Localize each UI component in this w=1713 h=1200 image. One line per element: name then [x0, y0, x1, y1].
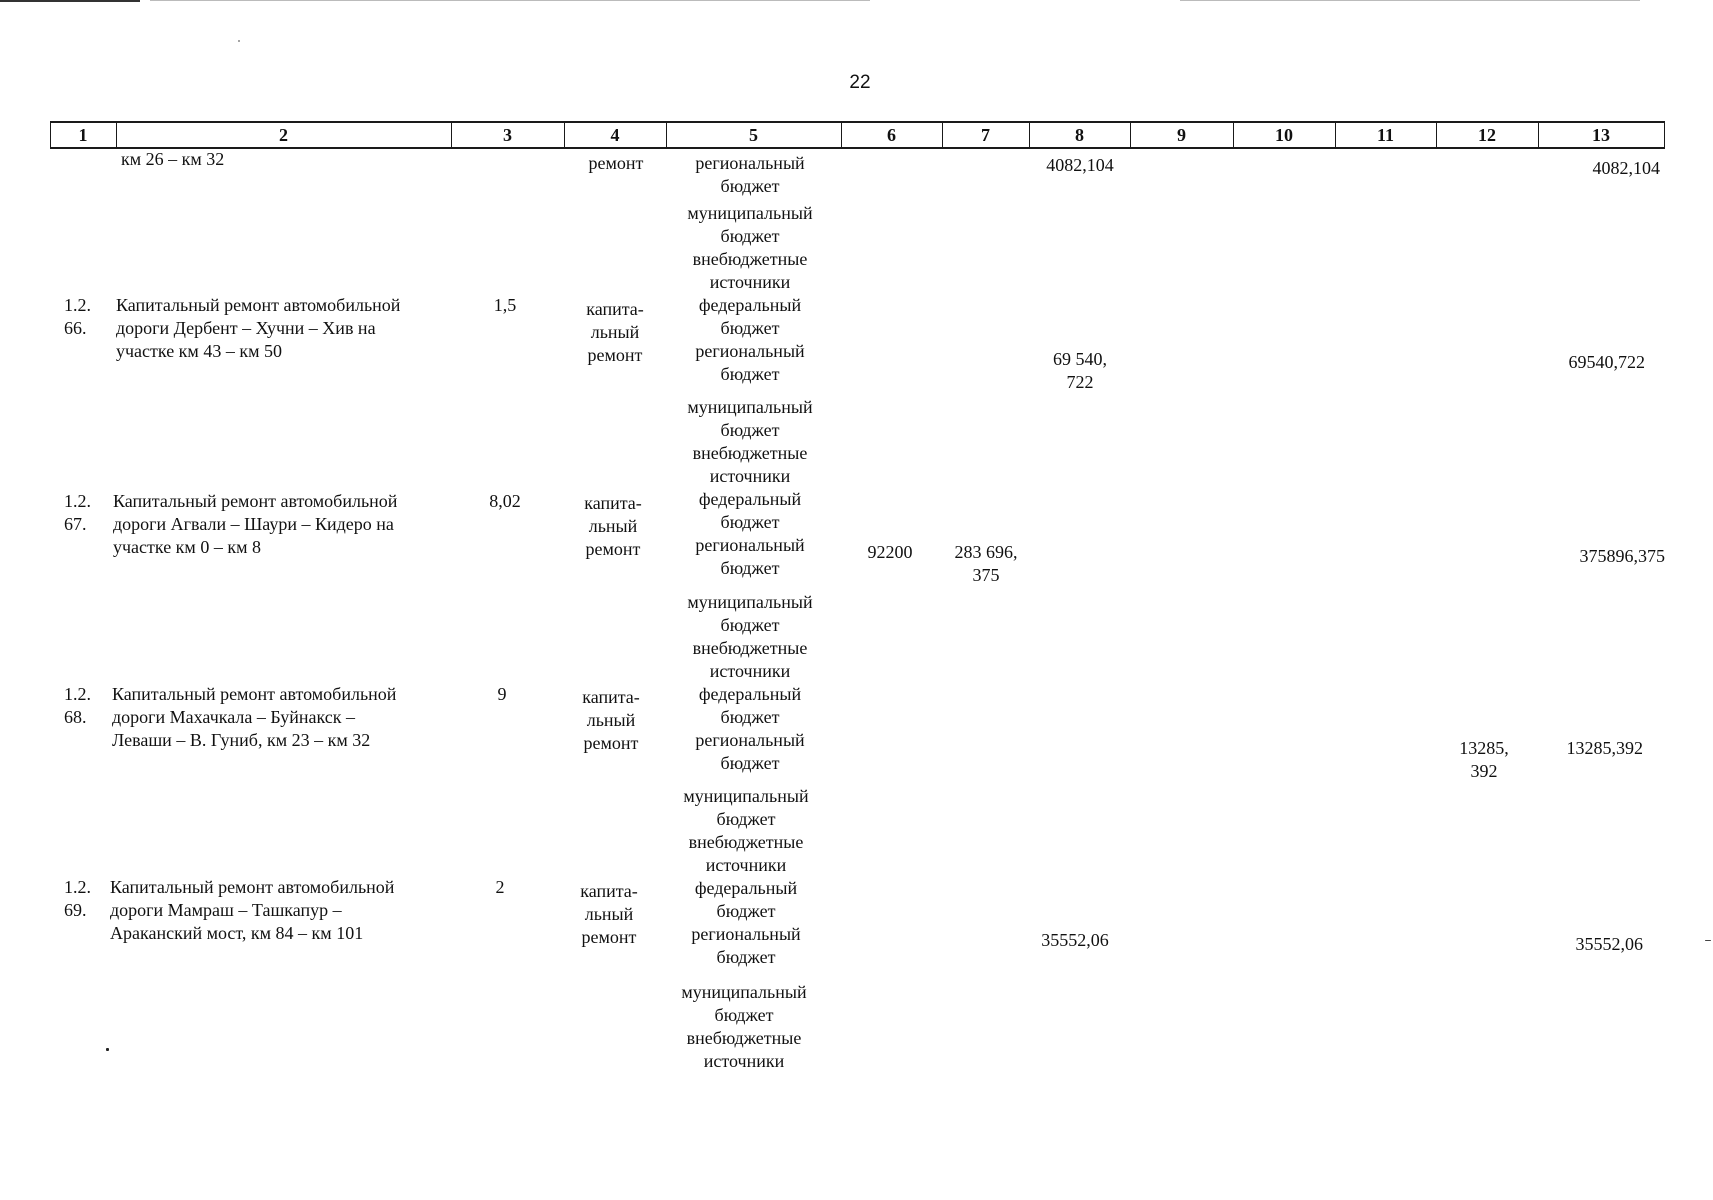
header-divider — [1664, 122, 1665, 148]
cont-col8-value: 4082,104 — [1046, 155, 1114, 175]
total-value: 375896,375 — [1579, 546, 1665, 566]
page-number: 22 — [849, 72, 871, 93]
col6-value: 92200 — [867, 542, 913, 562]
cont-source-line: бюджет — [720, 176, 780, 196]
header-col-6: 6 — [887, 125, 896, 145]
scan-edge-top-right — [1180, 0, 1640, 1]
cont-total-value: 4082,104 — [1592, 158, 1660, 178]
scan-speck — [1705, 940, 1711, 941]
header-col-3: 3 — [503, 125, 512, 145]
col7-value: 283 696, 375 — [954, 542, 1018, 585]
work-type: капита- льный ремонт — [586, 299, 644, 365]
header-col-2: 2 — [279, 125, 288, 145]
header-col-8: 8 — [1075, 125, 1084, 145]
road-length: 9 — [497, 684, 507, 704]
scan-edge-top-mid — [150, 0, 870, 1]
scan-edge-top-left — [0, 0, 140, 2]
road-length: 1,5 — [493, 295, 517, 315]
header-col-4: 4 — [610, 125, 620, 145]
object-name: Капитальный ремонт автомобильной дороги Агвали – Шаури – Кидеро на участке км 0 – км 8 — [113, 491, 398, 557]
header-col-10: 10 — [1275, 125, 1293, 145]
funding-sources-tail: муниципальный бюджет внебюджетные источники — [681, 982, 807, 1071]
funding-sources: муниципальный бюджет внебюджетные источники федеральный бюджет региональный бюджет — [687, 203, 813, 384]
funding-sources: муниципальный бюджет внебюджетные источники федеральный бюджет региональный бюджет — [683, 786, 809, 967]
total-value: 35552,06 — [1575, 934, 1643, 954]
row-number: 1.2. 66. — [64, 295, 91, 338]
header-col-1: 1 — [78, 125, 88, 145]
header-col-9: 9 — [1177, 125, 1186, 145]
funding-sources: муниципальный бюджет внебюджетные источники федеральный бюджет региональный бюджет — [687, 592, 813, 773]
scan-speck — [238, 40, 240, 42]
road-length: 2 — [495, 877, 505, 897]
road-length: 8,02 — [489, 491, 521, 511]
header-col-11: 11 — [1376, 125, 1394, 145]
work-type: капита- льный ремонт — [580, 881, 638, 947]
cont-type: ремонт — [588, 153, 644, 173]
work-type: капита- льный ремонт — [584, 493, 642, 559]
funding-sources: муниципальный бюджет внебюджетные источники федеральный бюджет региональный бюджет — [687, 397, 813, 578]
scan-speck — [106, 1048, 109, 1051]
work-type: капита- льный ремонт — [582, 687, 640, 753]
row-number: 1.2. 67. — [64, 491, 91, 534]
object-name: Капитальный ремонт автомобильной дороги Дербент – Хучни – Хив на участке км 43 – км 50 — [116, 295, 401, 361]
header-col-7: 7 — [981, 125, 990, 145]
object-name: Капитальный ремонт автомобильной дороги Мамраш – Ташкапур – Араканский мост, км 84 – км 101 — [110, 877, 395, 943]
row-number: 1.2. 68. — [64, 684, 91, 727]
header-col-12: 12 — [1478, 125, 1496, 145]
header-col-5: 5 — [749, 125, 758, 145]
col12-value: 13285, 392 — [1459, 738, 1509, 781]
cont-source-line: региональный — [695, 153, 805, 173]
header-col-13: 13 — [1592, 125, 1610, 145]
total-value: 13285,392 — [1566, 738, 1643, 758]
cont-name: км 26 – км 32 — [121, 149, 225, 169]
col8-value: 35552,06 — [1041, 930, 1109, 950]
col8-value: 69 540, 722 — [1053, 349, 1107, 392]
total-value: 69540,722 — [1568, 352, 1645, 372]
object-name: Капитальный ремонт автомобильной дороги Махачкала – Буйнакск – Леваши – В. Гуниб, км 23 – км 32 — [112, 684, 397, 750]
row-number: 1.2. 69. — [64, 877, 91, 920]
